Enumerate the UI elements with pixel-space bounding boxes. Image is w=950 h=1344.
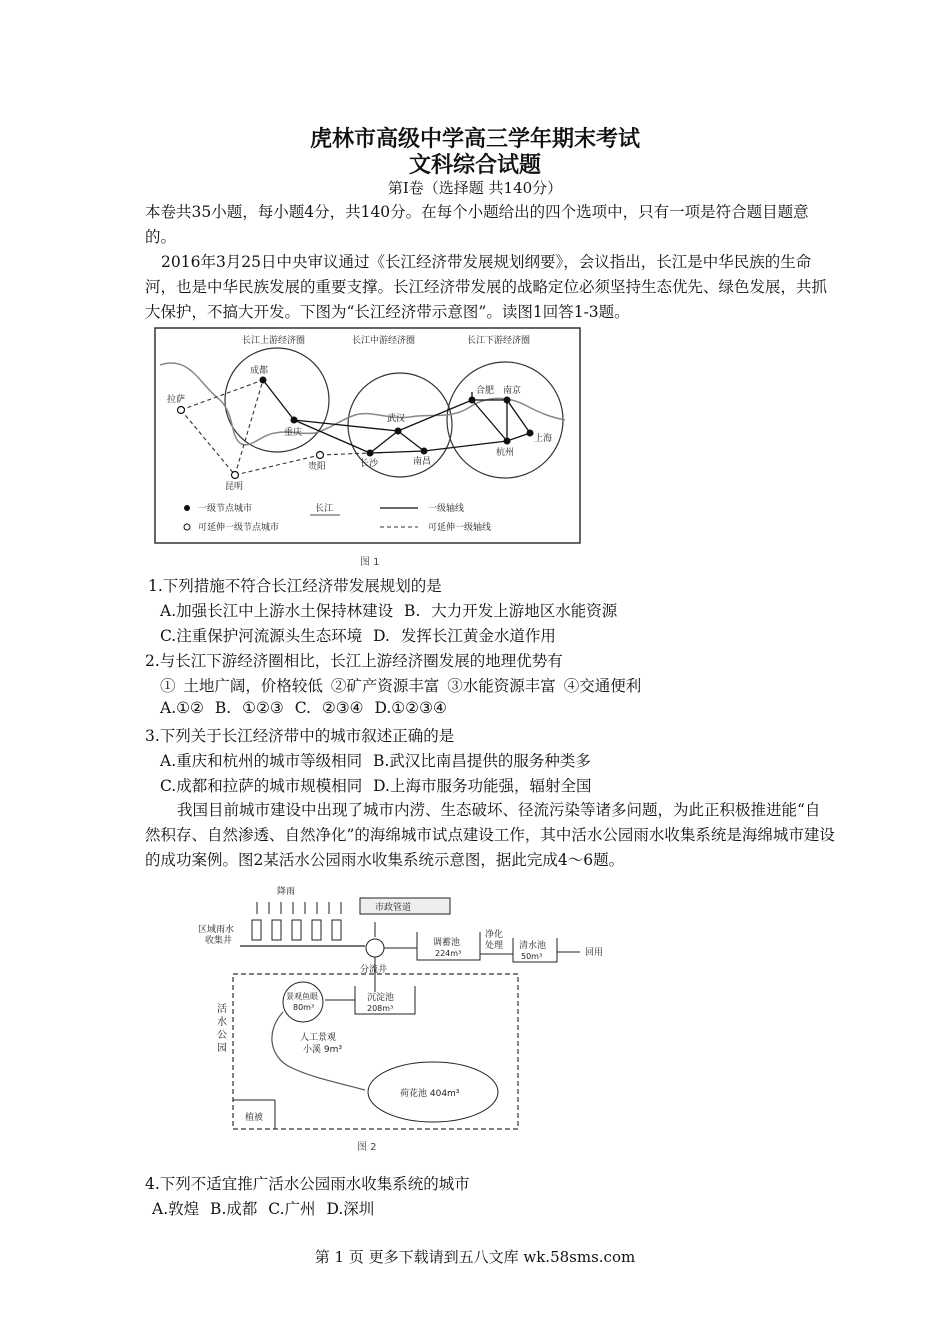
park-label-3: 公 <box>217 1030 227 1041</box>
page-footer: 第 1 页 更多下载请到五八文库 wk.58sms.com <box>314 1248 636 1266</box>
city-changsha: 长沙 <box>360 459 379 469</box>
city-kunming: 昆明 <box>225 482 244 492</box>
figure-2-diagram <box>195 882 635 1162</box>
city-nanchang: 南昌 <box>413 457 432 467</box>
park-label-4: 园 <box>217 1043 227 1054</box>
diverter-well <box>366 939 384 957</box>
purify-label-1: 净化 <box>485 930 504 940</box>
city-wuhan: 武汉 <box>387 414 406 424</box>
city-guiyang: 贵阳 <box>308 462 327 472</box>
q4-stem: 4.下列不适宜推广活水公园雨水收集系统的城市 <box>145 1175 470 1193</box>
vegetation-label: 植被 <box>245 1113 264 1123</box>
figure-1-map <box>150 325 590 575</box>
region-label-upper: 长江上游经济圈 <box>242 336 306 346</box>
park-label-2: 水 <box>217 1017 227 1028</box>
q2-stem: 2.与长江下游经济圈相比，长江上游经济圈发展的地理优势有 <box>145 652 563 670</box>
figure-2-caption: 图 2 <box>357 1142 377 1153</box>
q2-options: A.①② B. ①②③ C. ②③④ D.①②③④ <box>160 699 447 717</box>
rain-label: 降雨 <box>277 887 296 897</box>
legend-primary-axis: 一级轴线 <box>428 504 465 514</box>
tank-volume: 224m³ <box>435 949 462 958</box>
diverter-label: 分流井 <box>360 965 388 975</box>
city-nanjing: 南京 <box>503 386 522 396</box>
q1-options-cd: C.注重保护河流源头生态环境 D. 发挥长江黄金水道作用 <box>160 627 556 645</box>
fish-label: 景观鱼眼 <box>286 992 318 1001</box>
page-title: 虎林市高级中学高三学年期末考试 <box>309 126 640 152</box>
q4-options: A.敦煌 B.成都 C.广州 D.深圳 <box>152 1200 375 1218</box>
tank-label: 调蓄池 <box>433 938 461 948</box>
region-label-lower: 长江下游经济圈 <box>467 336 531 346</box>
park-label-1: 活 <box>217 1004 227 1015</box>
legend-primary-city: 一级节点城市 <box>198 504 253 514</box>
figure-1-caption: 图 1 <box>360 557 380 568</box>
stream-label-1: 人工景观 <box>300 1033 337 1043</box>
q2-items: ① 土地广阔，价格较低 ②矿产资源丰富 ③水能资源丰富 ④交通便利 <box>160 677 642 695</box>
lotus-label: 荷花池 404m³ <box>400 1089 460 1099</box>
city-chongqing: 重庆 <box>284 428 303 438</box>
settle-label: 沉淀池 <box>367 993 395 1003</box>
municipal-label: 市政管道 <box>375 903 412 913</box>
q3-options-ab: A.重庆和杭州的城市等级相同 B.武汉比南昌提供的服务种类多 <box>160 752 591 770</box>
q3-stem: 3.下列关于长江经济带中的城市叙述正确的是 <box>145 727 455 745</box>
q1-stem: 1.下列措施不符合长江经济带发展规划的是 <box>148 577 442 595</box>
legend-extend-city: 可延伸一级节点城市 <box>198 523 280 533</box>
purify-label-2: 处理 <box>485 941 504 951</box>
clear-volume: 50m³ <box>521 952 543 961</box>
collect-well-label-2: 收集井 <box>205 936 233 946</box>
settle-volume: 208m³ <box>367 1004 394 1013</box>
fish-volume: 80m³ <box>293 1003 315 1012</box>
city-chengdu: 成都 <box>250 366 269 376</box>
instructions: 本卷共35小题，每小题4分，共140分。在每个小题给出的四个选项中，只有一项是符合题目题意的。 <box>145 203 809 246</box>
page-subtitle: 文科综合试题 <box>408 152 541 178</box>
legend-river: 长江 <box>315 504 334 514</box>
q3-options-cd: C.成都和拉萨的城市规模相同 D.上海市服务功能强，辐射全国 <box>160 777 592 795</box>
fish-eye-pond <box>283 982 323 1022</box>
stream-label-2: 小溪 9m³ <box>303 1045 342 1055</box>
city-hangzhou: 杭州 <box>496 448 515 458</box>
clear-label: 清水池 <box>519 941 547 951</box>
city-shanghai: 上海 <box>534 434 553 444</box>
region-label-middle: 长江中游经济圈 <box>352 336 416 346</box>
q1-options-ab: A.加强长江中上游水土保持林建设 B. 大力开发上游地区水能资源 <box>160 602 618 620</box>
passage-1: 2016年3月25日中央审议通过《长江经济带发展规划纲要》，会议指出，长江是中华民族的生命河，也是中华民族发展的重要支撑。长江经济带发展的战略定位必须坚持生态优先、绿色发展，共抓大保护，不搞大开发。下图为“长江经济带示意图”。读图1回答1-3题。 <box>145 253 828 321</box>
city-lhasa: 拉萨 <box>167 395 186 405</box>
passage-2: 我国目前城市建设中出现了城市内涝、生态破坏、径流污染等诸多问题，为此正积极推进能“自然积存、自然渗透、自然净化”的海绵城市试点建设工作，其中活水公园雨水收集系统是海绵城市建设的成功案例。图2某活水公园雨水收集系统示意图，据此完成4～6题。 <box>145 801 835 869</box>
city-hefei: 合肥 <box>476 386 495 396</box>
legend-extend-axis: 可延伸一级轴线 <box>428 523 492 533</box>
collect-well-label-1: 区域雨水 <box>198 925 235 935</box>
reuse-label: 回用 <box>585 948 604 958</box>
section-heading: 第Ⅰ卷（选择题 共140分） <box>387 179 563 197</box>
